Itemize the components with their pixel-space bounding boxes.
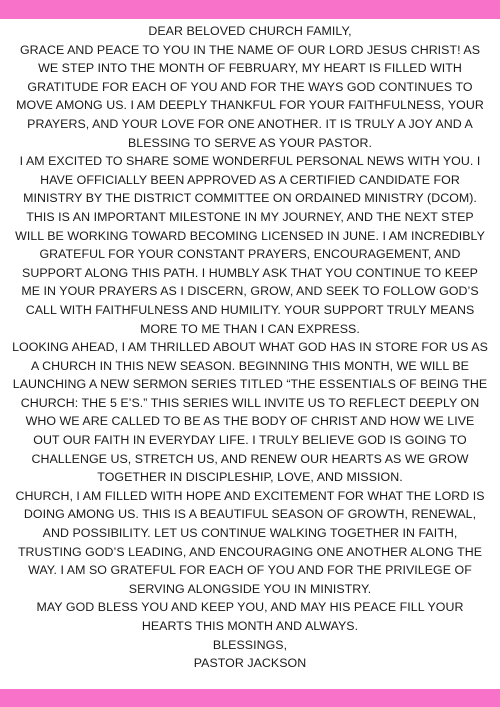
paragraph-personal-news: I AM EXCITED TO SHARE SOME WONDERFUL PERSONAL NEWS WITH YOU. I HAVE OFFICIALLY BEEN APPROVED AS A CERTIFIED CANDIDATE FOR MINISTRY BY THE DISTRICT COMMITTEE ON ORDAINED MINISTRY (DCOM). THIS IS AN IMPORTANT MILESTONE IN MY JOURNEY, AND THE NEXT STEP WILL BE WORKING TOWARD BECOMING LICENSED IN JUNE. I AM INCREDIBLY GRATEFUL FOR YOUR CONSTANT PRAYERS, ENCOURAGEMENT, AND SUPPORT ALONG THIS PATH. I HUMBLY ASK THAT YOU CONTINUE TO KEEP ME IN YOUR PRAYERS AS I DISCERN, GROW, AND SEEK TO FOLLOW GOD’S CALL WITH FAITHFULNESS AND HUMILITY. YOUR SUPPORT TRULY MEANS MORE TO ME THAN I CAN EXPRESS. [15,154,485,336]
bottom-pink-band [0,689,500,707]
closing: BLESSINGS, [212,637,288,652]
top-pink-band [0,0,500,19]
paragraph-sermon-series: LOOKING AHEAD, I AM THRILLED ABOUT WHAT GOD HAS IN STORE FOR US AS A CHURCH IN THIS NEW SEASON. BEGINNING THIS MONTH, WE WILL BE LAUNCHING A NEW SERMON SERIES TITLED “THE ESSENTIALS OF BEING THE CHURCH: THE 5 E’S.” THIS SERIES WILL INVITE US TO REFLECT DEEPLY ON WHO WE ARE CALLED TO BE AS THE BODY OF CHRIST AND HOW WE LIVE OUT OUR FAITH IN EVERYDAY LIFE. I TRULY BELIEVE GOD IS GOING TO CHALLENGE US, STRETCH US, AND RENEW OUR HEARTS AS WE GROW TOGETHER IN DISCIPLESHIP, LOVE, AND MISSION. [12,340,488,485]
paragraph-encouragement: CHURCH, I AM FILLED WITH HOPE AND EXCITEMENT FOR WHAT THE LORD IS DOING AMONG US. THIS IS A BEAUTIFUL SEASON OF GROWTH, RENEWAL, AND POSSIBILITY. LET US CONTINUE WALKING TOGETHER IN FAITH, TRUSTING GOD’S LEADING, AND ENCOURAGING ONE ANOTHER ALONG THE WAY. I AM SO GRATEFUL FOR EACH OF YOU AND FOR THE PRIVILEGE OF SERVING ALONGSIDE YOU IN MINISTRY. [15,488,485,596]
letter-body [12,22,488,673]
salutation: DEAR BELOVED CHURCH FAMILY, [148,24,352,38]
paragraph-blessing: MAY GOD BLESS YOU AND KEEP YOU, AND MAY HIS PEACE FILL YOUR HEARTS THIS MONTH AND ALWAYS. [36,600,464,633]
signature: PASTOR JACKSON [193,656,307,671]
paragraph-greeting: GRACE AND PEACE TO YOU IN THE NAME OF OUR LORD JESUS CHRIST! AS WE STEP INTO THE MONTH OF FEBRUARY, MY HEART IS FILLED WITH GRATITUDE FOR EACH OF YOU AND FOR THE WAYS GOD CONTINUES TO MOVE AMONG US. I AM DEEPLY THANKFUL FOR YOUR FAITHFULNESS, YOUR PRAYERS, AND YOUR LOVE FOR ONE ANOTHER. IT IS TRULY A JOY AND A BLESSING TO SERVE AS YOUR PASTOR. [16,42,484,150]
